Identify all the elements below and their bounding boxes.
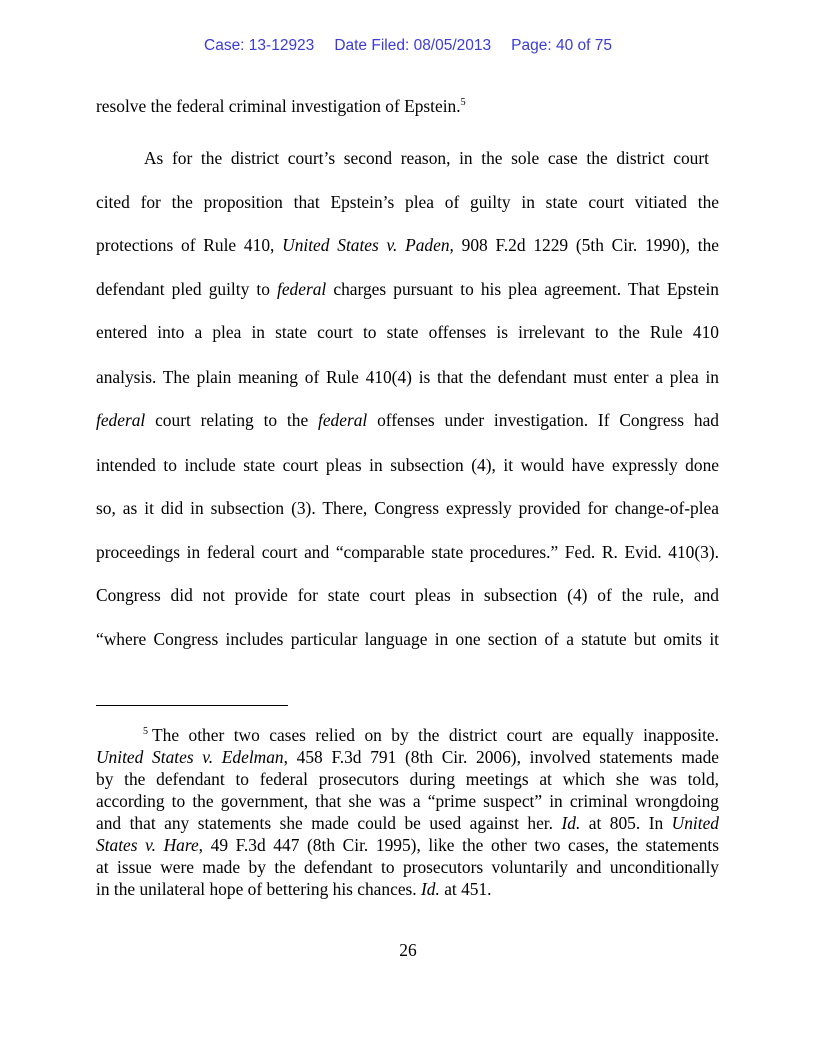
body-line-7: analysis. The plain meaning of Rule 410(4) is that the defendant must enter a plea in <box>96 367 719 387</box>
footnote-line-2: United States v. Edelman, 458 F.3d 791 (8th Cir. 2006), involved statements made <box>96 747 720 767</box>
body-line-5: defendant pled guilty to federal charges pursuant to his plea agreement. That Epstein <box>96 279 719 299</box>
id-citation: Id. <box>421 879 440 899</box>
page-indicator: Page: 40 of 75 <box>511 37 612 54</box>
body-line-12: Congress did not provide for state court pleas in subsection (4) of the rule, and <box>96 585 719 605</box>
body-line-9: intended to include state court pleas in subsection (4), it would have expressly done <box>96 455 719 475</box>
footnote-line-1: $^5$ The other two cases relied on by the district court are equally inapposite. <box>143 725 719 745</box>
body-line-13: “where Congress includes particular language in one section of a statute but omits it <box>96 629 719 649</box>
footnote-line-4: according to the government, that she was a “prime suspect” in criminal wrongdoing <box>96 791 719 811</box>
footnote-divider <box>96 705 288 706</box>
id-citation: Id. <box>561 813 581 833</box>
body-line-10: so, as it did in subsection (3). There, Congress expressly provided for change-of-plea <box>96 498 719 518</box>
case-citation-hare: United <box>671 813 719 833</box>
footnote-reference[interactable]: 5 <box>460 97 466 108</box>
footnote-line-6: States v. Hare, 49 F.3d 447 (8th Cir. 1995), like the other two cases, the statements <box>96 835 720 855</box>
body-line-2: As for the district court’s second reason, in the sole case the district court <box>144 148 709 168</box>
body-line-8: federal court relating to the federal offenses under investigation. If Congress had <box>96 410 719 430</box>
footnote-line-5: and that any statements she made could be used against her. Id. at 805. In United <box>96 813 719 833</box>
page-number: 26 <box>399 940 417 960</box>
footnote-line-7: at issue were made by the defendant to prosecutors voluntarily and unconditionally <box>96 857 719 877</box>
emphasis-federal: federal <box>317 410 368 430</box>
body-line-11: proceedings in federal court and “comparable state procedures.” Fed. R. Evid. 410(3). <box>96 542 719 562</box>
case-citation-hare: States v. Hare <box>96 835 199 855</box>
body-line-4: protections of Rule 410, United States v. Paden, 908 F.2d 1229 (5th Cir. 1990), the <box>96 235 719 255</box>
footnote-line-3: by the defendant to federal prosecutors during meetings at which she was told, <box>96 769 719 789</box>
case-citation-paden: United States v. Paden <box>282 235 450 255</box>
case-header <box>0 37 816 55</box>
body-line-6: entered into a plea in state court to state offenses is irrelevant to the Rule 410 <box>96 322 719 342</box>
footnote-mark: 5 <box>143 726 148 737</box>
emphasis-federal: federal <box>96 410 146 430</box>
case-number: Case: 13-12923 <box>204 37 315 54</box>
body-line-3: cited for the proposition that Epstein’s plea of guilty in state court vitiated the <box>96 192 719 212</box>
date-filed: Date Filed: 08/05/2013 <box>334 37 492 54</box>
case-citation-edelman: United States v. Edelman <box>96 747 284 767</box>
body-line-1: resolve the federal criminal investigation of Epstein.$^5$ <box>96 96 466 116</box>
footnote-line-8: in the unilateral hope of bettering his chances. Id. at 451. <box>96 879 492 899</box>
emphasis-federal: federal <box>277 279 327 299</box>
